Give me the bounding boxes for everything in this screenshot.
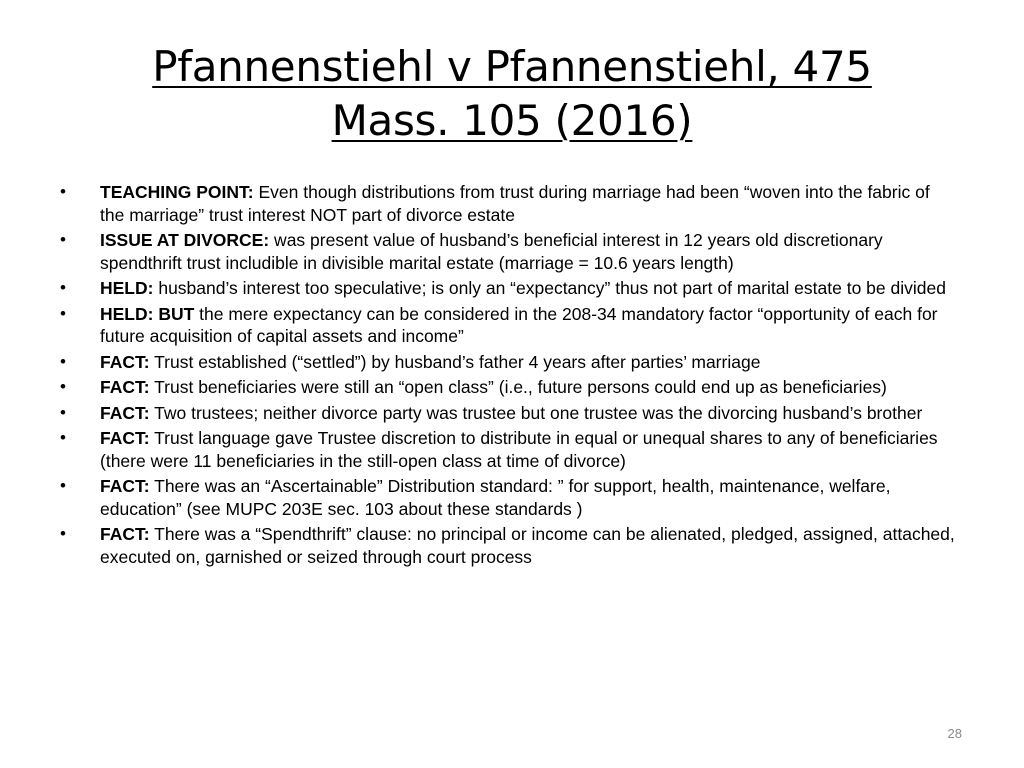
bullet-item-fact-open-class [56,376,956,399]
bullet-text: Trust established (“settled”) by husband’s father 4 years after parties’ marriage [149,351,761,372]
bullet-text: was present value of husband’s beneficial interest in 12 years old discretionary spendthrift trust includible in divisible marital estate (marriage = 10.6 years length) [100,230,883,273]
slide-title-line-2: Mass. 105 (2016) [331,96,693,145]
bullet-label: FACT: [100,351,150,372]
bullet-dot-icon: • [60,303,66,323]
page-number: 28 [947,726,962,741]
bullet-text: the mere expectancy can be considered in the 208-34 mandatory factor “opportunity of each for future acquisition of capital assets and income” [100,303,938,346]
bullet-text: Trust beneficiaries were still an “open class” (i.e., future persons could end up as beneficiaries) [149,377,887,397]
bullet-text: Trust language gave Trustee discretion to distribute in equal or unequal shares to any of beneficiaries (there were 11 beneficiaries in the still-open class at time of divorce) [100,428,938,471]
bullet-dot-icon: • [60,351,66,371]
bullet-dot-icon: • [60,428,66,447]
bullet-item-fact-distribution-standard [56,475,956,520]
bullet-dot-icon: • [60,182,66,201]
bullet-label: HELD: [100,278,154,298]
bullet-label: FACT: [100,402,150,423]
bullet-text: husband’s interest too speculative; is only an “expectancy” thus not part of marital estate to be divided [153,278,946,298]
bullet-text: There was a “Spendthrift” clause: no principal or income can be alienated, pledged, assigned, attached, executed on, garnished or seized through court process [100,524,955,567]
bullet-item-held [56,277,956,300]
bullet-dot-icon: • [60,524,66,543]
bullet-label: FACT: [100,524,150,544]
bullet-label: FACT: [100,476,150,496]
slide-title-line-1: Pfannenstiehl v Pfannenstiehl, 475 [152,42,872,91]
bullet-text: Two trustees; neither divorce party was trustee but one trustee was the divorcing husband’s brother [149,402,923,423]
bullet-label: ISSUE AT DIVORCE: [100,230,270,250]
bullet-dot-icon: • [60,278,66,297]
bullet-list [56,181,956,571]
bullet-item-fact-two-trustees [56,402,956,425]
slide-title [60,40,964,148]
bullet-item-fact-spendthrift-clause [56,523,956,568]
bullet-item-teaching-point [56,181,956,226]
bullet-label: TEACHING POINT: [100,182,254,202]
bullet-dot-icon: • [60,230,66,249]
bullet-item-issue-at-divorce [56,229,956,274]
bullet-label: FACT: [100,377,150,397]
bullet-dot-icon: • [60,476,66,495]
bullet-dot-icon: • [60,377,66,396]
bullet-item-fact-trust-established [56,351,956,374]
bullet-item-fact-trustee-discretion [56,427,956,472]
bullet-text: There was an “Ascertainable” Distribution standard: ” for support, health, maintenance, welfare, education” (see MUPC 203E sec. 103 about these standards ) [100,476,891,519]
bullet-item-held-but [56,303,956,348]
bullet-text: Even though distributions from trust during marriage had been “woven into the fabric of the marriage” trust interest NOT part of divorce estate [100,182,930,225]
bullet-label: HELD: BUT [100,303,195,324]
bullet-dot-icon: • [60,402,66,422]
bullet-label: FACT: [100,428,150,448]
